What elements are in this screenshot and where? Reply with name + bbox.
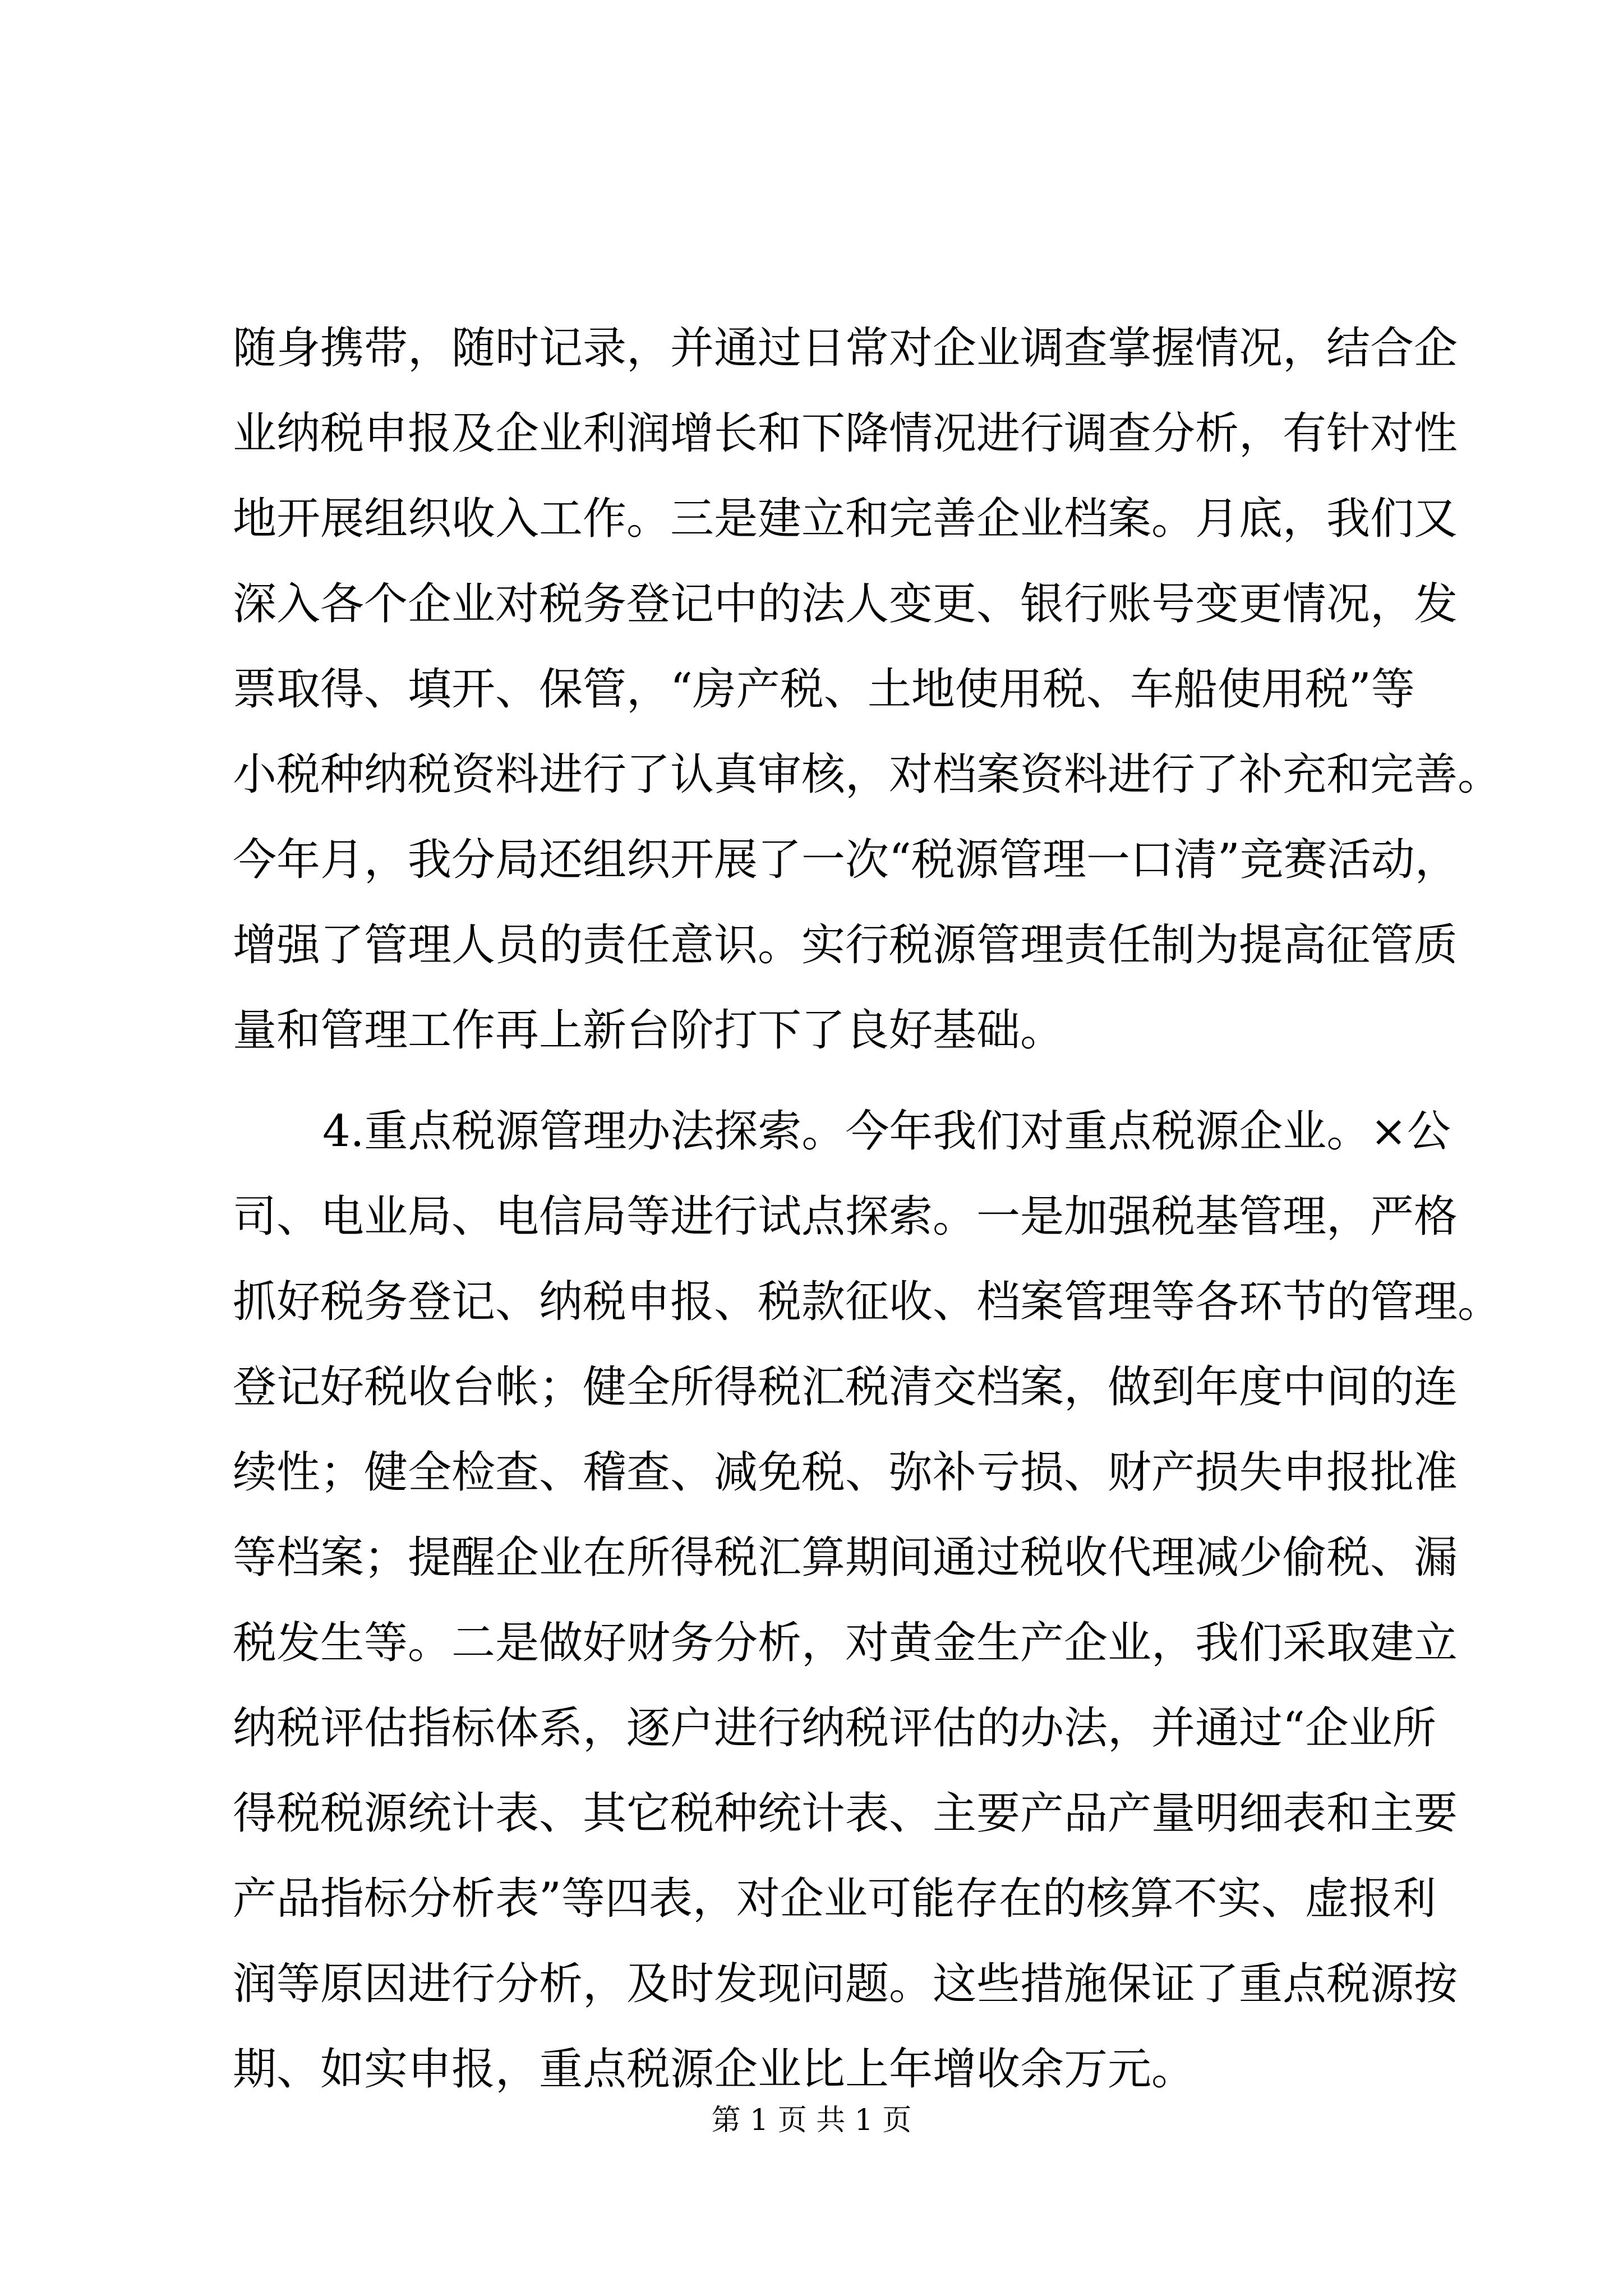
text-line: 随身携带，随时记录，并通过日常对企业调查掌握情况，结合企	[233, 323, 1458, 374]
page-footer: 第 1 页 共 1 页	[711, 2104, 912, 2137]
text-line: 得税税源统计表、其它税种统计表、主要产品产量明细表和主要	[233, 1788, 1458, 1839]
paragraph-1	[233, 306, 1502, 1073]
text-line: 润等原因进行分析，及时发现问题。这些措施保证了重点税源按	[233, 1959, 1458, 2009]
text-line: 深入各个企业对税务登记中的法人变更、银行账号变更情况，发	[233, 579, 1458, 629]
text-line: 登记好税收台帐；健全所得税汇税清交档案，做到年度中间的连	[233, 1362, 1458, 1412]
text-line: 业纳税申报及企业利润增长和下降情况进行调查分析，有针对性	[233, 408, 1458, 459]
text-line: 等档案；提醒企业在所得税汇算期间通过税收代理减少偷税、漏	[233, 1533, 1458, 1583]
text-line: 司、电业局、电信局等进行试点探索。一是加强税基管理，严格	[233, 1191, 1458, 1242]
text-line: 续性；健全检查、稽查、减免税、弥补亏损、财产损失申报批准	[233, 1447, 1458, 1498]
text-line: 小税种纳税资料进行了认真审核，对档案资料进行了补充和完善。	[233, 749, 1502, 800]
text-line: 4.重点税源管理办法探索。今年我们对重点税源企业。×公	[322, 1106, 1451, 1157]
text-line: 产品指标分析表”等四表，对企业可能存在的核算不实、虚报利	[233, 1874, 1436, 1924]
text-line: 量和管理工作再上新台阶打下了良好基础。	[233, 1005, 1064, 1056]
paragraph-2	[233, 1089, 1502, 2112]
text-line: 票取得、填开、保管，“房产税、土地使用税、车船使用税”等	[233, 664, 1415, 715]
text-line: 税发生等。二是做好财务分析，对黄金生产企业，我们采取建立	[233, 1618, 1458, 1668]
text-line: 地开展组织收入工作。三是建立和完善企业档案。月底，我们又	[233, 494, 1458, 544]
paragraph-spacer	[233, 1073, 1405, 1089]
document-body	[233, 306, 1502, 2112]
text-line: 期、如实申报，重点税源企业比上年增收余万元。	[233, 2044, 1196, 2095]
text-line: 增强了管理人员的责任意识。实行税源管理责任制为提高征管质	[233, 920, 1458, 970]
text-line: 纳税评估指标体系，逐户进行纳税评估的办法，并通过“企业所	[233, 1703, 1436, 1754]
text-line: 今年月，我分局还组织开展了一次“税源管理一口清”竞赛活动，	[233, 835, 1459, 885]
text-line: 抓好税务登记、纳税申报、税款征收、档案管理等各环节的管理。	[233, 1277, 1502, 1327]
